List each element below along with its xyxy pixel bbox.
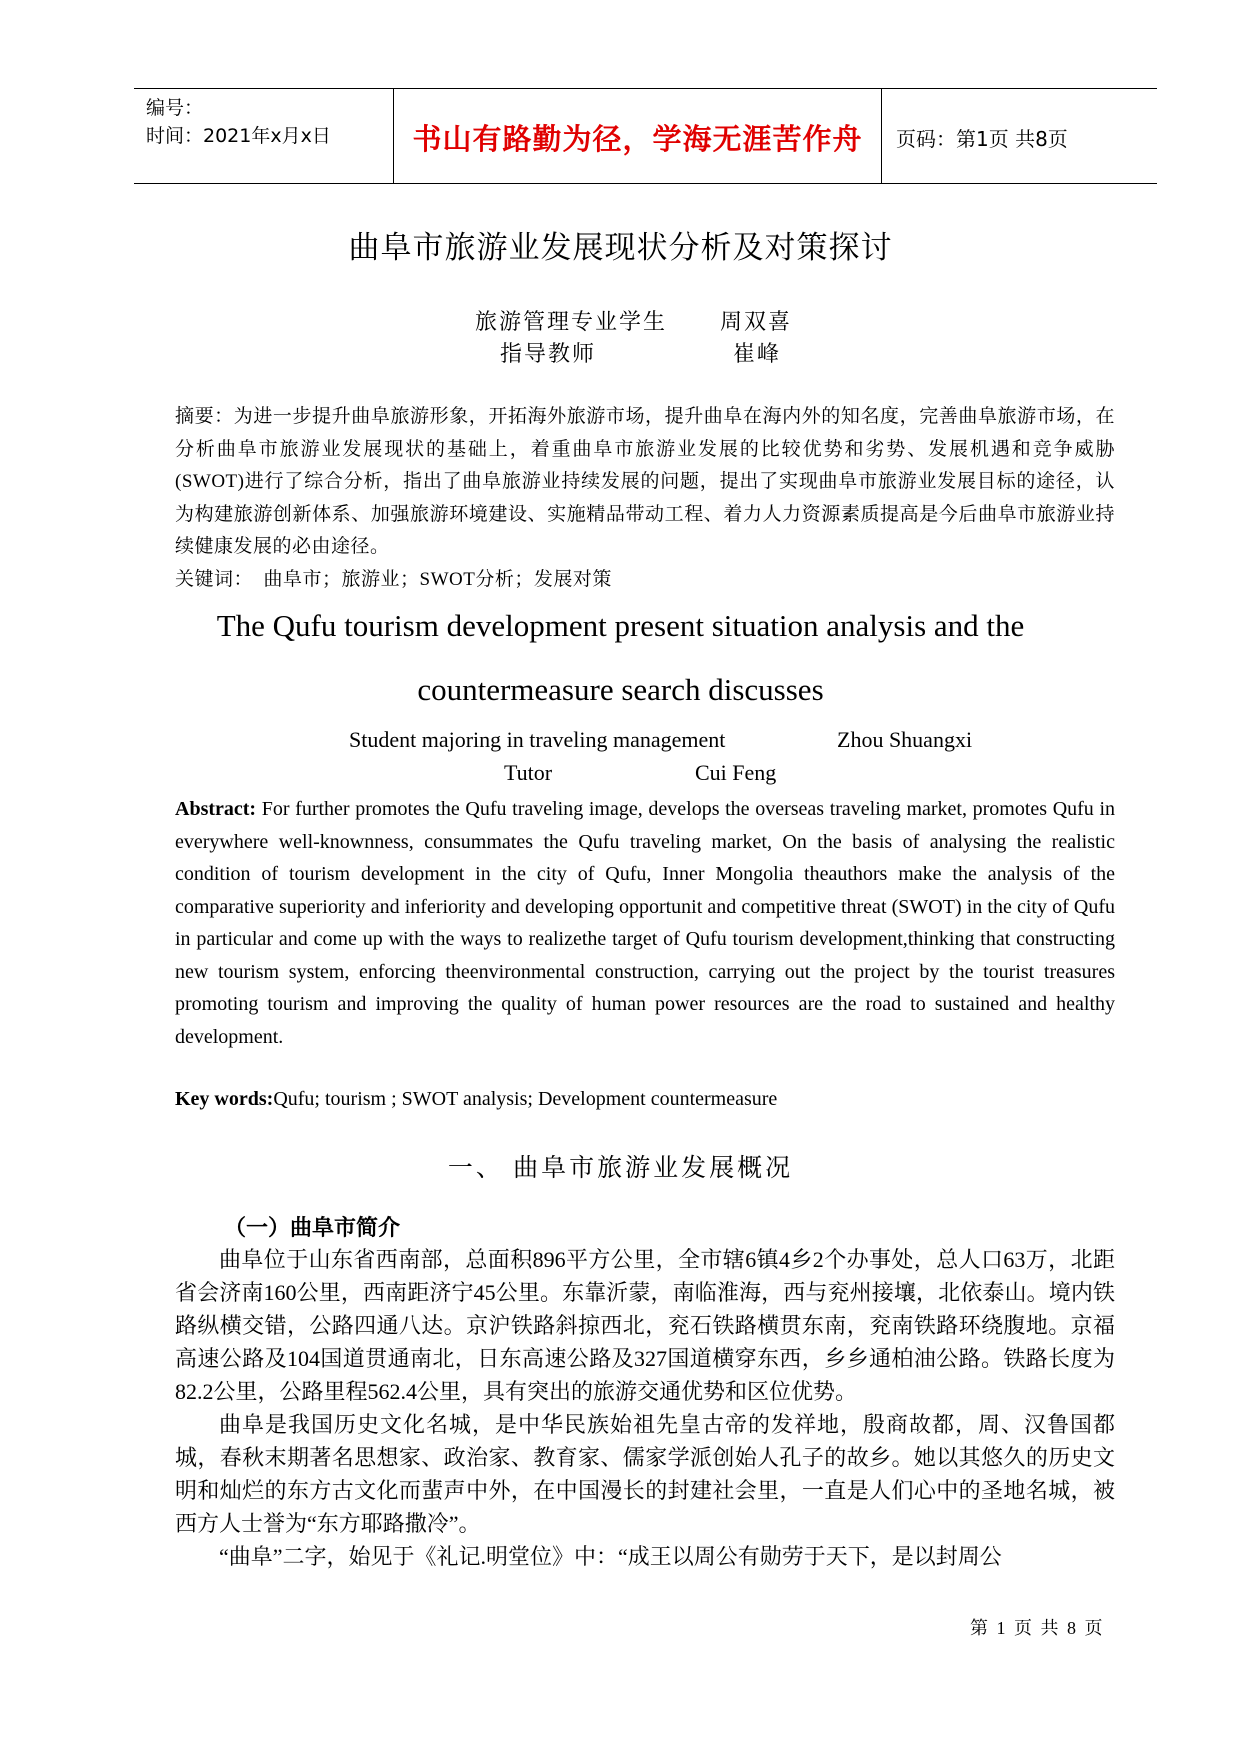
header-table (134, 88, 1157, 184)
section-heading: 一、 曲阜市旅游业发展概况 (447, 1155, 794, 1182)
keywords-en (175, 1083, 1115, 1116)
header-right-cell (882, 89, 1157, 183)
abstract-cn-text: 为进一步提升曲阜旅游形象，开拓海外旅游市场，提升曲阜在海内外的知名度，完善曲阜旅游市场，在分析曲阜市旅游业发展现状的基础上，着重曲阜市旅游业发展的比较优势和劣势、发展机遇和竞争威胁(SWOT)进行了综合分析，指出了曲阜旅游业持续发展的问题，提出了实现曲阜市旅游业发展目标的途径，认为构建旅游创新体系、加强旅游环境建设、实施精品带动工程、着力人力资源素质提高是今后曲阜市旅游业持续健康发展的必由途径。 (175, 406, 1115, 557)
english-title-line2: countermeasure search discusses (417, 672, 824, 707)
author-name-student: 周双喜 (720, 309, 793, 334)
abstract-en-text: For further promotes the Qufu traveling image, develops the overseas traveling market, promotes Qufu in everywhere well-knownness, consummates the Qufu traveling market, On the basis of analysing the realistic condition of tourism development in the city of Qufu, Inner Mongolia theauthors make the analysis of the comparative superiority and inferiority and developing opportunit and competitive threat (SWOT) in the city of Qufu in particular and come up with the ways to realizethe target of Qufu tourism development,thinking that constructing new tourism system, enforcing theenvironmental construction, carrying out the project by the tourist treasures promoting tourism and improving the quality of human power resources are the road to sustained and healthy development. (175, 798, 1116, 1048)
body-paragraph: 曲阜位于山东省西南部，总面积896平方公里，全市辖6镇4乡2个办事处，总人口63万，北距省会济南160公里，西南距济宁45公里。东靠沂蒙，南临淮海，西与兖州接壤，北依泰山。境内铁路纵横交错，公路四通八达。京沪铁路斜掠西北，兖石铁路横贯东南，兖南铁路环绕腹地。京福高速公路及104国道贯通南北，日东高速公路及327国道横穿东西，乡乡通柏油公路。铁路长度为82.2公里，公路里程562.4公里，具有突出的旅游交通优势和区位优势。 (175, 1247, 1115, 1404)
section-body (175, 1243, 1115, 1573)
header-middle-cell (393, 89, 882, 183)
english-author-role-student: Student majoring in traveling management (349, 727, 726, 752)
keywords-en-label: Key words: (175, 1088, 274, 1110)
abstract-cn-label: 摘要： (175, 405, 234, 427)
english-title-line1: The Qufu tourism development present situation analysis and the (216, 608, 1025, 643)
header-motto: 书山有路勤为径，学海无涯苦作舟 (412, 122, 863, 156)
page-footer: 第 1 页 共 8 页 (970, 1618, 1105, 1638)
abstract-en-label: Abstract: (175, 798, 257, 820)
body-paragraph: 曲阜是我国历史文化名城，是中华民族始祖先皇古帝的发祥地，殷商故都，周、汉鲁国都城，春秋末期著名思想家、政治家、教育家、儒家学派创始人孔子的故乡。她以其悠久的历史文明和灿烂的东方古文化而蜚声中外，在中国漫长的封建社会里，一直是人们心中的圣地名城，被西方人士誉为“东方耶路撒冷”。 (175, 1412, 1115, 1536)
keywords-en-text: Qufu; tourism ; SWOT analysis; Development countermeasure (273, 1088, 778, 1110)
english-author-name-student: Zhou Shuangxi (837, 727, 973, 752)
author-role-tutor: 指导教师 (500, 341, 597, 366)
header-left-cell (134, 89, 392, 183)
abstract-en (175, 793, 1115, 1053)
author-role-student: 旅游管理专业学生 (475, 309, 668, 334)
keywords-cn (175, 563, 1115, 597)
keywords-cn-label: 关键词： (175, 568, 254, 590)
author-name-tutor: 崔峰 (733, 341, 782, 366)
document-number-label: 编号： (146, 97, 204, 119)
abstract-cn (175, 400, 1115, 564)
document-time-label: 时间：2021年x月x日 (146, 125, 331, 147)
english-author-name-tutor: Cui Feng (695, 760, 777, 785)
english-author-role-tutor: Tutor (504, 760, 553, 785)
subsection-heading: （一）曲阜市简介 (224, 1216, 401, 1241)
header-page-number: 页码：第1页 共8页 (896, 127, 1068, 151)
paper-title: 曲阜市旅游业发展现状分析及对策探讨 (348, 230, 893, 266)
body-paragraph: “曲阜”二字，始见于《礼记.明堂位》中：“成王以周公有勋劳于天下，是以封周公 (219, 1544, 1002, 1569)
keywords-cn-text: 曲阜市；旅游业；SWOT分析；发展对策 (263, 569, 612, 590)
